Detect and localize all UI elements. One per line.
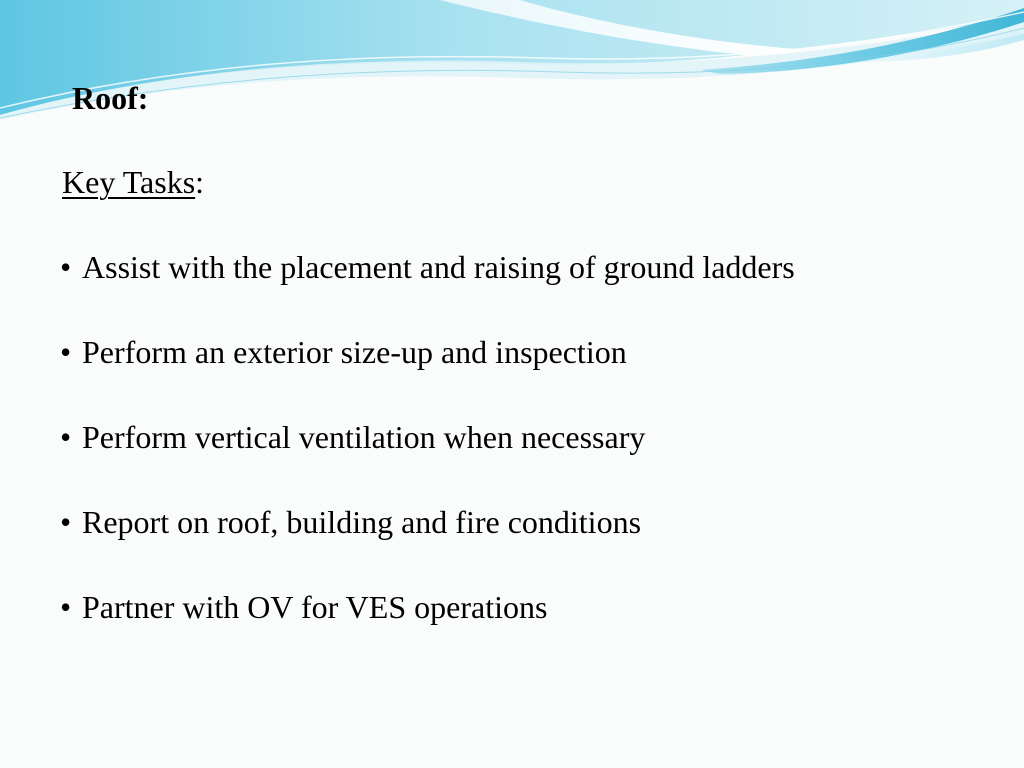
bullet-icon: • — [60, 419, 72, 455]
task-item — [60, 585, 795, 670]
bullet-icon: • — [60, 249, 72, 285]
task-list — [60, 245, 795, 670]
key-tasks-label: Key Tasks — [62, 164, 196, 200]
task-text: Assist with the placement and raising of ground ladders — [82, 249, 795, 285]
task-text: Perform an exterior size-up and inspection — [82, 334, 627, 370]
task-item — [60, 245, 795, 330]
task-item — [60, 330, 795, 415]
task-item — [60, 500, 795, 585]
section-title: Roof: — [72, 80, 149, 116]
key-tasks-heading — [62, 160, 204, 204]
bullet-icon: • — [60, 504, 72, 540]
key-tasks-colon: : — [195, 164, 205, 200]
header-wave-decoration — [0, 0, 1024, 130]
bullet-icon: • — [60, 589, 72, 625]
task-text: Perform vertical ventilation when necessary — [82, 419, 646, 455]
task-text: Report on roof, building and fire conditions — [82, 504, 642, 540]
task-item — [60, 415, 795, 500]
bullet-icon: • — [60, 334, 72, 370]
task-text: Partner with OV for VES operations — [82, 589, 548, 625]
